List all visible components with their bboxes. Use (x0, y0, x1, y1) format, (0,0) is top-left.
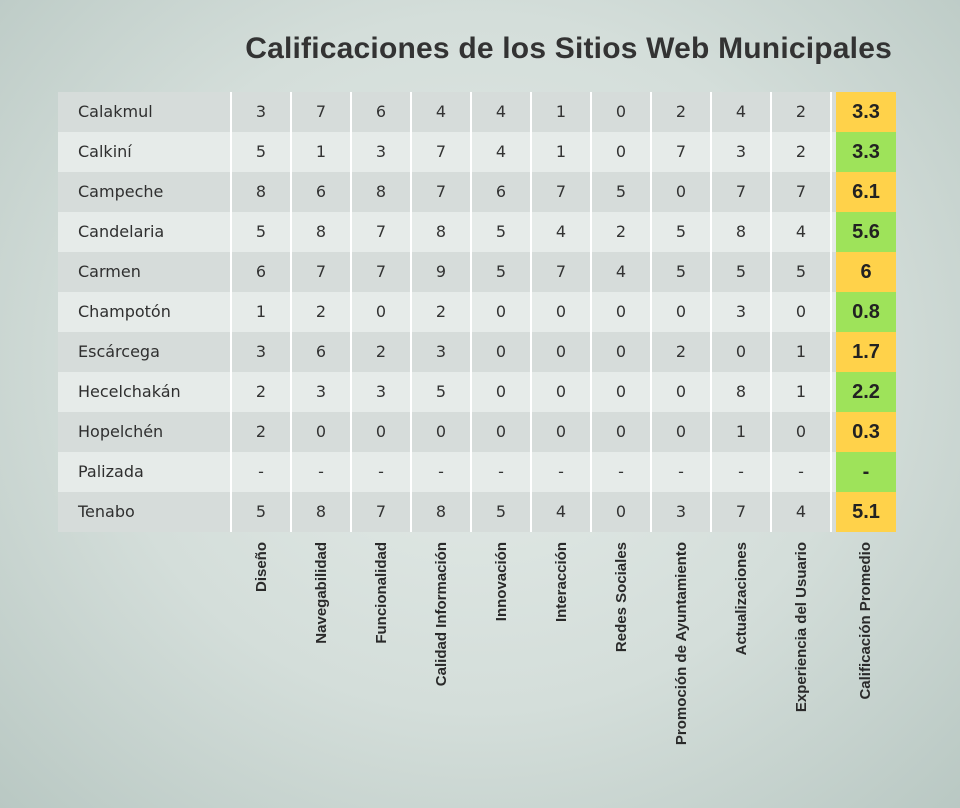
score-cell: 7 (352, 492, 412, 532)
score-cell: 8 (412, 492, 472, 532)
score-cell: 2 (652, 92, 712, 132)
average-cell: 5.6 (836, 212, 896, 252)
score-cell: 0 (532, 292, 592, 332)
column-header: Navegabilidad (313, 542, 330, 644)
score-cell: 4 (592, 252, 652, 292)
score-cell: 6 (292, 332, 352, 372)
score-cell: 0 (352, 292, 412, 332)
score-cell: 4 (472, 132, 532, 172)
score-cell: 5 (472, 212, 532, 252)
score-cell: 8 (412, 212, 472, 252)
average-cell: 0.8 (836, 292, 896, 332)
table-row (58, 92, 896, 132)
score-cell: 2 (412, 292, 472, 332)
score-cell: 0 (712, 332, 772, 372)
score-cell: 1 (772, 372, 832, 412)
score-cell: 2 (772, 92, 832, 132)
column-header: Actualizaciones (733, 542, 750, 656)
score-cell: 0 (592, 132, 652, 172)
column-header: Calidad Información (433, 542, 450, 687)
score-cell: 7 (712, 172, 772, 212)
average-cell: 3.3 (836, 132, 896, 172)
chart-title: Calificaciones de los Sitios Web Municipales (245, 32, 892, 65)
score-cell: 0 (652, 172, 712, 212)
score-cell: 1 (292, 132, 352, 172)
score-cell: 7 (292, 92, 352, 132)
score-cell: 0 (532, 412, 592, 452)
average-cell: 1.7 (836, 332, 896, 372)
score-cell: 5 (232, 212, 292, 252)
score-cell: 0 (532, 332, 592, 372)
score-cell: 2 (232, 412, 292, 452)
score-cell: - (532, 452, 592, 492)
score-cell: 4 (532, 212, 592, 252)
score-cell: 0 (352, 412, 412, 452)
score-cell: 0 (472, 332, 532, 372)
column-header: Interacción (553, 542, 570, 623)
municipality-name: Carmen (58, 252, 232, 292)
score-cell: 1 (532, 92, 592, 132)
score-cell: 4 (412, 92, 472, 132)
score-cell: 5 (772, 252, 832, 292)
column-header: Funcionalidad (373, 542, 390, 644)
score-cell: 2 (352, 332, 412, 372)
score-cell: 2 (292, 292, 352, 332)
table-row (58, 292, 896, 332)
municipality-name: Champotón (58, 292, 232, 332)
table-row (58, 372, 896, 412)
municipality-name: Tenabo (58, 492, 232, 532)
score-cell: 2 (232, 372, 292, 412)
score-cell: 4 (712, 92, 772, 132)
score-cell: 8 (292, 212, 352, 252)
score-cell: 0 (292, 412, 352, 452)
scores-table (58, 92, 896, 532)
score-cell: 0 (592, 412, 652, 452)
score-cell: 6 (352, 92, 412, 132)
average-cell: - (836, 452, 896, 492)
score-cell: 0 (772, 412, 832, 452)
score-cell: 7 (292, 252, 352, 292)
column-header: Diseño (253, 542, 270, 593)
score-cell: 1 (772, 332, 832, 372)
score-cell: 5 (652, 212, 712, 252)
score-cell: 1 (532, 132, 592, 172)
score-cell: - (232, 452, 292, 492)
score-cell: - (712, 452, 772, 492)
table-row (58, 172, 896, 212)
score-cell: 7 (652, 132, 712, 172)
average-cell: 0.3 (836, 412, 896, 452)
score-cell: 0 (592, 492, 652, 532)
score-cell: - (772, 452, 832, 492)
table-row (58, 252, 896, 292)
score-cell: 7 (352, 212, 412, 252)
score-cell: 0 (652, 292, 712, 332)
score-cell: 5 (412, 372, 472, 412)
score-cell: 2 (652, 332, 712, 372)
score-cell: 0 (472, 372, 532, 412)
score-cell: 0 (592, 92, 652, 132)
score-cell: 5 (472, 492, 532, 532)
score-cell: 1 (712, 412, 772, 452)
score-cell: 6 (232, 252, 292, 292)
table-row (58, 452, 896, 492)
municipality-name: Escárcega (58, 332, 232, 372)
average-cell: 6 (836, 252, 896, 292)
score-cell: 0 (652, 412, 712, 452)
average-cell: 2.2 (836, 372, 896, 412)
table-row (58, 492, 896, 532)
score-cell: 8 (712, 212, 772, 252)
average-cell: 6.1 (836, 172, 896, 212)
score-cell: - (352, 452, 412, 492)
municipality-name: Calakmul (58, 92, 232, 132)
score-cell: 0 (592, 372, 652, 412)
score-cell: 7 (712, 492, 772, 532)
column-header: Innovación (493, 542, 510, 622)
score-cell: - (292, 452, 352, 492)
score-cell: 3 (292, 372, 352, 412)
score-cell: 8 (292, 492, 352, 532)
score-cell: 5 (592, 172, 652, 212)
municipality-name: Candelaria (58, 212, 232, 252)
score-cell: 0 (652, 372, 712, 412)
municipality-name: Hopelchén (58, 412, 232, 452)
score-cell: 7 (772, 172, 832, 212)
score-cell: 0 (592, 332, 652, 372)
score-cell: 0 (472, 412, 532, 452)
score-cell: 0 (772, 292, 832, 332)
score-cell: 5 (232, 492, 292, 532)
column-header: Calificación Promedio (857, 542, 874, 700)
score-cell: 7 (412, 132, 472, 172)
score-cell: 0 (592, 292, 652, 332)
score-cell: - (592, 452, 652, 492)
score-cell: 1 (232, 292, 292, 332)
municipality-name: Calkiní (58, 132, 232, 172)
score-cell: 3 (652, 492, 712, 532)
score-cell: 3 (712, 292, 772, 332)
score-cell: 5 (652, 252, 712, 292)
column-header: Experiencia del Usuario (793, 542, 810, 713)
score-cell: 5 (472, 252, 532, 292)
score-cell: 4 (472, 92, 532, 132)
score-cell: 8 (712, 372, 772, 412)
table-row (58, 132, 896, 172)
score-cell: 5 (232, 132, 292, 172)
score-cell: 0 (472, 292, 532, 332)
table-row (58, 212, 896, 252)
score-cell: 4 (772, 492, 832, 532)
score-cell: 7 (532, 172, 592, 212)
score-cell: - (412, 452, 472, 492)
municipality-name: Hecelchakán (58, 372, 232, 412)
score-cell: 7 (412, 172, 472, 212)
score-cell: - (652, 452, 712, 492)
score-cell: 0 (532, 372, 592, 412)
score-cell: 7 (532, 252, 592, 292)
score-cell: 8 (352, 172, 412, 212)
score-cell: 4 (532, 492, 592, 532)
score-cell: 4 (772, 212, 832, 252)
municipality-name: Campeche (58, 172, 232, 212)
average-cell: 5.1 (836, 492, 896, 532)
column-header: Promoción de Ayuntamiento (673, 542, 690, 746)
municipality-name: Palizada (58, 452, 232, 492)
score-cell: 7 (352, 252, 412, 292)
table-row (58, 332, 896, 372)
score-cell: 2 (592, 212, 652, 252)
score-cell: 3 (412, 332, 472, 372)
score-cell: 2 (772, 132, 832, 172)
score-cell: 0 (412, 412, 472, 452)
score-cell: 3 (232, 92, 292, 132)
average-cell: 3.3 (836, 92, 896, 132)
score-cell: - (472, 452, 532, 492)
score-cell: 8 (232, 172, 292, 212)
score-cell: 3 (352, 132, 412, 172)
score-cell: 6 (472, 172, 532, 212)
score-cell: 3 (232, 332, 292, 372)
table-row (58, 412, 896, 452)
score-cell: 6 (292, 172, 352, 212)
score-cell: 9 (412, 252, 472, 292)
score-cell: 3 (712, 132, 772, 172)
column-header: Redes Sociales (613, 542, 630, 653)
score-cell: 5 (712, 252, 772, 292)
score-cell: 3 (352, 372, 412, 412)
